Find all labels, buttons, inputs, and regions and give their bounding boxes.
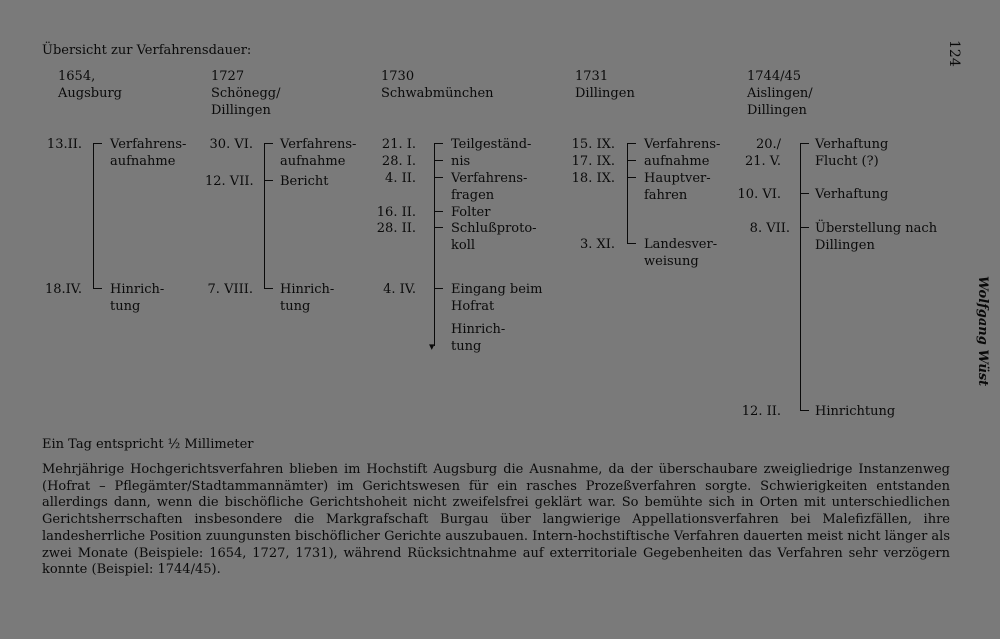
timeline-event: Verfahrens- aufnahme [280,137,357,169]
timeline-date: 4. IV. [383,282,416,297]
timeline-date: 15. IX. [571,137,615,152]
timeline-event: Schlußproto- koll [451,221,537,253]
overview-title: Übersicht zur Verfahrensdauer: [42,43,252,58]
timeline-tick [800,410,809,411]
timeline-event: Hinrich- tung [451,322,506,354]
timeline-event: Hinrichtung [815,404,896,419]
timeline-date: 4. II. [385,171,416,186]
timeline-tick [93,288,102,289]
timeline-date: 28. II. [376,221,416,236]
timeline-tick [434,177,443,178]
timeline-line-1744 [800,143,801,411]
timeline-event: Überstellung nach Dillingen [815,221,938,253]
timeline-line-1727 [264,143,265,289]
timeline-date: 8. VII. [749,221,790,236]
timeline-line-1730 [434,143,435,346]
timeline-tick [627,143,636,144]
page-number: 124 [946,40,962,67]
timeline-event: Folter [451,205,491,220]
timeline-tick [264,180,273,181]
timeline-event: Teilgeständ- nis [451,137,532,169]
timeline-tick [434,227,443,228]
column-header-1744: 1744/45 Aislingen/ Dillingen [747,69,813,118]
timeline-line-1654 [93,143,94,289]
timeline-date: 16. II. [376,205,416,220]
timeline-date: 7. VIII. [207,282,253,297]
timeline-event: Verhaftung Flucht (?) [815,137,889,169]
timeline-date: 21. I. [381,137,416,152]
timeline-tick [800,193,809,194]
timeline-tick [627,177,636,178]
arrow-down-icon: ▾ [429,340,435,353]
timeline-tick [800,227,809,228]
timeline-tick [264,143,273,144]
timeline-date: 12. VII. [205,174,254,189]
timeline-date: 13.II. [46,137,82,152]
timeline-date: 28. I. [381,154,416,169]
timeline-tick [627,160,636,161]
timeline-event: Verfahrens- fragen [451,171,528,203]
column-header-1730: 1730 Schwabmünchen [381,69,494,101]
scale-note: Ein Tag entspricht ½ Millimeter [42,437,254,452]
timeline-tick [434,211,443,212]
column-header-1654: 1654, Augsburg [58,69,122,101]
timeline-date: 3. XI. [579,237,615,252]
timeline-event: Hinrich- tung [110,282,165,314]
timeline-event: Bericht [280,174,329,189]
timeline-tick [434,288,443,289]
timeline-event: Eingang beim Hofrat [451,282,543,314]
timeline-tick [434,160,443,161]
timeline-event: Verfahrens- aufnahme [110,137,187,169]
timeline-event: Verfahrens- aufnahme [644,137,721,169]
timeline-tick [93,143,102,144]
timeline-date: 18. IX. [571,171,615,186]
column-header-1731: 1731 Dillingen [575,69,635,101]
timeline-event: Verhaftung [815,187,889,202]
timeline-event: Landesver- weisung [644,237,718,269]
timeline-tick [627,243,636,244]
author-running-head: Wolfgang Wüst [975,276,990,387]
timeline-line-1731 [627,143,628,244]
timeline-date: 12. II. [741,404,781,419]
timeline-tick [264,288,273,289]
timeline-date: 30. VI. [209,137,253,152]
timeline-event: Hinrich- tung [280,282,335,314]
timeline-event: Hauptver- fahren [644,171,711,203]
timeline-date: 18.IV. [44,282,82,297]
timeline-tick [800,143,809,144]
body-paragraph: Mehrjährige Hochgerichtsverfahren blieben im Hochstift Augsburg die Ausnahme, da der überschaubare zweigliedrige Instanzenweg (Hofrat – Pflegämter/Stadtammannämter) im Gerichtswesen für ein rasches Prozeßverfahren sorgte. Schwierigkeiten entstanden allerdings dann, wenn die bischöfliche Gerichtshoheit nicht zweifelsfrei geklärt war. So bemühte sich in Orten mit unterschiedlichen Gerichtsherrschaften insbesondere die Markgrafschaft Burgau über langwierige Appellationsverfahren bei Malefizfällen, ihre landesherrliche Position zuungunsten bischöflicher Gerichte auszubauen. Intern-hochstiftische Verfahren dauerten meist nicht länger als zwei Monate (Beispiele: 1654, 1727, 1731), während Rücksichtnahme auf exterritoriale Gegebenheiten das Verfahren sehr verzögern konnte (Beispiel: 1744/45). [42,462,950,578]
timeline-tick [434,143,443,144]
timeline-date: 17. IX. [571,154,615,169]
timeline-date: 20./ 21. V. [744,137,781,169]
column-header-1727: 1727 Schönegg/ Dillingen [211,69,281,118]
timeline-date: 10. VI. [737,187,781,202]
